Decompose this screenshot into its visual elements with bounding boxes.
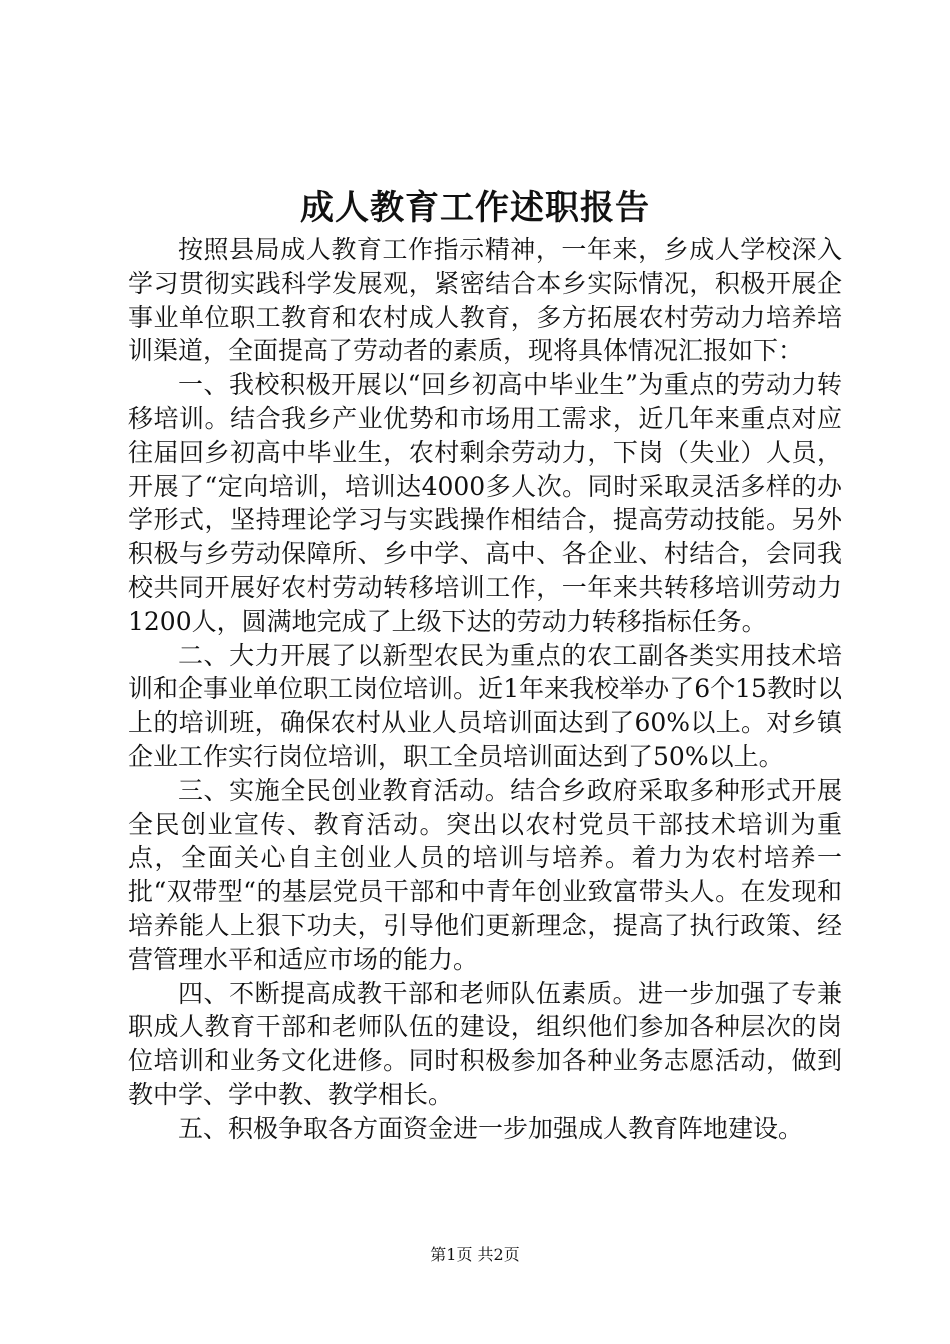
paragraph-section-2: 二、大力开展了以新型农民为重点的农工副各类实用技术培训和企事业单位职工岗位培训。近1年来我校举办了6个15教时以上的培训班，确保农村从业人员培训面达到了60%以上。对乡镇企业工作实行岗位培训，职工全员培训面达到了50%以上。 bbox=[128, 640, 842, 771]
page-footer: 第1页 共2页 bbox=[430, 1245, 520, 1264]
paragraph-section-1: 一、我校积极开展以“回乡初高中毕业生”为重点的劳动力转移培训。结合我乡产业优势和市场用工需求，近几年来重点对应往届回乡初高中毕业生，农村剩余劳动力，下岗（失业）人员，开展了“定向培训，培训达4000多人次。同时采取灵活多样的办学形式，坚持理论学习与实践操作相结合，提高劳动技能。另外积极与乡劳动保障所、乡中学、高中、各企业、村结合，会同我校共同开展好农村劳动转移培训工作，一年来共转移培训劳动力1200人，圆满地完成了上级下达的劳动力转移指标任务。 bbox=[128, 370, 842, 636]
paragraph-section-4: 四、不断提高成教干部和老师队伍素质。进一步加强了专兼职成人教育干部和老师队伍的建设，组织他们参加各种层次的岗位培训和业务文化进修。同时积极参加各种业务志愿活动，做到教中学、学中教、教学相长。 bbox=[128, 978, 842, 1109]
paragraph-section-3: 三、实施全民创业教育活动。结合乡政府采取多种形式开展全民创业宣传、教育活动。突出以农村党员干部技术培训为重点，全面关心自主创业人员的培训与培养。着力为农村培养一批“双带型“的基层党员干部和中青年创业致富带头人。在发现和培养能人上狠下功夫，引导他们更新理念，提高了执行政策、经营管理水平和适应市场的能力。 bbox=[128, 775, 842, 974]
document-title: 成人教育工作述职报告 bbox=[300, 188, 650, 228]
paragraph-intro: 按照县局成人教育工作指示精神，一年来，乡成人学校深入学习贯彻实践科学发展观，紧密结合本乡实际情况，积极开展企事业单位职工教育和农村成人教育，多方拓展农村劳动力培养培训渠道，全面提高了劳动者的素质，现将具体情况汇报如下： bbox=[128, 235, 842, 366]
paragraph-section-5: 五、积极争取各方面资金进一步加强成人教育阵地建设。 bbox=[178, 1113, 804, 1143]
document-body bbox=[128, 233, 842, 1146]
